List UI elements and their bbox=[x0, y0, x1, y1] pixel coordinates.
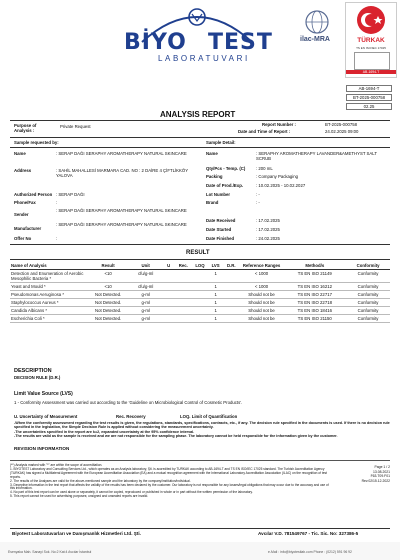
table-cell: TS EN ISO 22717 bbox=[283, 291, 346, 299]
footnotes bbox=[10, 460, 390, 529]
footnote: 4. No part of this test report can be used alone or separately, it cannot be copied, reproduced or published in whole or in part without the written permission of the laboratory. bbox=[10, 490, 253, 495]
table-cell bbox=[223, 270, 240, 283]
table-cell: Conformity bbox=[346, 283, 390, 291]
table-cell: Should not be bbox=[240, 299, 284, 307]
field-label: Manufacturer bbox=[14, 226, 42, 231]
notes-block bbox=[14, 421, 390, 439]
table-cell: Pseudomonas Aeruginosa * bbox=[10, 291, 87, 299]
brand-test: TEST bbox=[208, 30, 273, 55]
table-cell: <10 bbox=[87, 270, 129, 283]
lvs-line: 1 - Conformity Assessment was carried out according to the 'Guideline on Microbiological Control of Cosmetic Products'. bbox=[14, 400, 243, 405]
field-value: : 10.02.2025 - 10.02.2027 bbox=[256, 183, 306, 188]
table-cell: Not Detected. bbox=[87, 291, 129, 299]
field-value: : - bbox=[256, 192, 260, 197]
ref-box-accreditation: AB-1694-T bbox=[346, 85, 392, 92]
page-info-line: Rev.02/15.12.2022 bbox=[361, 478, 390, 483]
column-header: Name of Analysis bbox=[10, 262, 87, 270]
table-cell: TS EN ISO 21149 bbox=[283, 270, 346, 283]
table-cell: Should not be bbox=[240, 307, 284, 315]
column-header: LOQ bbox=[192, 262, 209, 270]
footnote: 5. This report cannot be used for advertising purposes; unsigned and unsealed reports are invalid. bbox=[10, 494, 149, 499]
column-header: Method/s bbox=[283, 262, 346, 270]
field-label: Qty/Pcs - Temp. (C) bbox=[206, 166, 246, 171]
column-header: Conformity bbox=[346, 262, 390, 270]
ref-box-report: BT-2025-000758 bbox=[346, 94, 392, 101]
turkak-name: TÜRKAK bbox=[357, 37, 385, 44]
ilac-mra-text: ilac-MRA bbox=[300, 36, 330, 43]
result-heading: RESULT bbox=[186, 250, 210, 256]
turkak-standard: TS EN ISO/IEC 17025 bbox=[356, 46, 386, 50]
field-label: Offer No bbox=[14, 236, 32, 241]
field-label: Lot Number bbox=[206, 192, 231, 197]
table-cell: Candida Albicans * bbox=[10, 307, 87, 315]
table-cell: Not Detected. bbox=[87, 299, 129, 307]
purpose-value: Private Request bbox=[60, 124, 91, 129]
field-value: : 200 mL bbox=[256, 166, 273, 171]
field-label: Phone/Fax bbox=[14, 200, 36, 205]
field-value: : 24.02.2025 bbox=[256, 236, 280, 241]
note: -The uncertainties specified in the report are k=2, expanded uncertainty at the 95% confidence interval. bbox=[14, 429, 195, 434]
field-value: : - bbox=[256, 200, 260, 205]
table-row bbox=[10, 299, 390, 307]
page-number: Page 1 / 2 bbox=[374, 465, 390, 469]
footnote-list bbox=[10, 464, 330, 499]
table-cell: Yeast and Mould * bbox=[10, 283, 87, 291]
table-cell: < 1000 bbox=[240, 283, 284, 291]
results-table bbox=[10, 262, 390, 323]
footnote: (**) Analysis marked with "*" are within the scope of accreditation. bbox=[10, 463, 103, 467]
table-cell: 1 bbox=[208, 307, 223, 315]
table-cell bbox=[223, 307, 240, 315]
table-row bbox=[10, 307, 390, 315]
table-cell: Conformity bbox=[346, 291, 390, 299]
page-info-line: F63.T09.F01 bbox=[370, 474, 390, 479]
field-value: : SERAPHY AROMATHERAPY LAVANDER&AMETHYST SALT SCRUB bbox=[256, 151, 377, 162]
table-cell bbox=[162, 270, 175, 283]
note: -The results are valid as the sample is received and we are not responsible for the sampling phase. The laboratory cannot be held responsible for the information given by the customer. bbox=[14, 434, 338, 439]
field-value: : SERAP DAĞI SERAPHY AROMATHERAPY NATURAL SKINCARE bbox=[56, 208, 187, 213]
table-cell: TS EN ISO 22718 bbox=[283, 299, 346, 307]
ref-box-month: 02.25 bbox=[346, 103, 392, 110]
report-date-label: Date and Time of Report : bbox=[238, 129, 291, 134]
loq-label: LOQ. Limit of Quantification bbox=[180, 414, 238, 419]
table-cell: g-ml bbox=[129, 315, 162, 323]
field-value: : SERAP DAĞI SERAPHY AROMATHERAPY NATURAL SKINCARE bbox=[56, 151, 187, 156]
column-header: Result bbox=[87, 262, 129, 270]
footnote: 2. The results of the Analyses are valid for the above-mentioned sample and the laboratory by the company/institution/individual. bbox=[10, 478, 191, 483]
recovery-label: Rec. Recovery bbox=[116, 414, 146, 419]
table-cell bbox=[175, 270, 192, 283]
field-label: Packing bbox=[206, 174, 223, 179]
column-header: Rec. bbox=[175, 262, 192, 270]
table-cell bbox=[162, 283, 175, 291]
table-cell: Not Detected. bbox=[87, 307, 129, 315]
table-cell bbox=[192, 270, 209, 283]
field-label: Date Finished bbox=[206, 236, 235, 241]
field-label: Authorized Person bbox=[14, 192, 53, 197]
table-row bbox=[10, 270, 390, 283]
table-cell: Staphylococcus Aureus * bbox=[10, 299, 87, 307]
table-cell: Should not be bbox=[240, 315, 284, 323]
table-cell: Conformity bbox=[346, 299, 390, 307]
lvs-title: Limit Value Source (LVS) bbox=[14, 391, 73, 397]
company-name: Biyotest Laboratuvarları ve Danışmanlık Hizmetleri Ltd. Şti. bbox=[12, 531, 141, 536]
column-header: Reference Ranges bbox=[240, 262, 284, 270]
table-cell bbox=[192, 283, 209, 291]
page-info bbox=[354, 465, 390, 483]
note: -When the conformity assessment regarding the test results is given, the regulations, standards, specifications, contracts, etc., if any. The decision rule specified in the documents is used. If there is no decision rule specified in the legislation, the Simple Decision Rule is applied without considering the measurement uncertainty. bbox=[14, 421, 390, 430]
table-cell: Not Detected. bbox=[87, 315, 129, 323]
brand-biyo: BİYO bbox=[124, 30, 187, 55]
table-cell: < 1000 bbox=[240, 270, 284, 283]
turkak-accreditation-badge bbox=[345, 2, 397, 78]
revision-information: REVISION INFORMATION bbox=[14, 446, 70, 451]
table-cell: 1 bbox=[208, 291, 223, 299]
turkak-code: AB-1694-T bbox=[346, 70, 396, 74]
field-label: Date Received bbox=[206, 218, 236, 223]
ilac-mra-logo bbox=[296, 8, 338, 50]
table-cell: Conformity bbox=[346, 270, 390, 283]
table-cell bbox=[223, 315, 240, 323]
footnote: 3. Deceptive information in the test report that affects the validity of the results has been declared by the customer. Our laboratory is not responsible for any losses/legal obligations that may occur due to the accuracy and use of this information. bbox=[10, 482, 329, 491]
sample-requested-by: Sample requested by: bbox=[14, 140, 59, 145]
table-cell: Escherichia Coli * bbox=[10, 315, 87, 323]
table-cell: cfu/g-ml bbox=[129, 270, 162, 283]
table-cell bbox=[175, 283, 192, 291]
bottom-contact-band bbox=[0, 542, 400, 560]
table-cell bbox=[192, 315, 209, 323]
table-cell: g-ml bbox=[129, 299, 162, 307]
table-cell: <10 bbox=[87, 283, 129, 291]
field-value: : 17.02.2025 bbox=[256, 227, 280, 232]
table-cell: 1 bbox=[208, 270, 223, 283]
report-number-label: Report Number : bbox=[262, 122, 296, 127]
table-cell: 1 bbox=[208, 315, 223, 323]
table-cell bbox=[192, 299, 209, 307]
table-row bbox=[10, 283, 390, 291]
report-date-value: 24.02.2025 09:00 bbox=[325, 129, 359, 134]
sample-detail-heading: Sample Detail: bbox=[206, 140, 236, 145]
ilac-mra-globe-icon bbox=[296, 8, 338, 50]
page-info-line: 13.08.2021 bbox=[373, 469, 390, 474]
field-value: : 17.02.2025 bbox=[256, 218, 280, 223]
field-value: : Company Packaging bbox=[256, 174, 299, 179]
column-header: Unit bbox=[129, 262, 162, 270]
table-cell: 1 bbox=[208, 283, 223, 291]
field-label: Date Started bbox=[206, 227, 232, 232]
table-cell bbox=[162, 307, 175, 315]
table-cell bbox=[175, 307, 192, 315]
table-cell bbox=[162, 291, 175, 299]
field-value: : bbox=[56, 236, 58, 241]
table-cell: TS EN ISO 21150 bbox=[283, 315, 346, 323]
field-value: : SERAP DAĞI SERAPHY AROMATHERAPY NATURAL SKINCARE bbox=[56, 222, 187, 227]
turkak-emblem-icon bbox=[346, 3, 396, 37]
table-cell: Should not be bbox=[240, 291, 284, 299]
table-row bbox=[10, 315, 390, 323]
column-header: LVS bbox=[208, 262, 223, 270]
table-cell bbox=[223, 291, 240, 299]
field-label: Name bbox=[206, 151, 218, 156]
table-cell bbox=[192, 307, 209, 315]
field-label: Name bbox=[14, 151, 26, 156]
table-cell: Detection and Enumeration of Aerobic Mesophilic Bacteria * bbox=[10, 270, 87, 283]
table-cell bbox=[162, 315, 175, 323]
table-cell bbox=[175, 315, 192, 323]
table-cell: TS EN ISO 16212 bbox=[283, 283, 346, 291]
table-cell: Conformity bbox=[346, 315, 390, 323]
brand-laboratuvari: LABORATUVARI bbox=[158, 54, 250, 63]
table-cell bbox=[223, 299, 240, 307]
table-cell bbox=[175, 291, 192, 299]
table-cell: g-ml bbox=[129, 291, 162, 299]
contact-line: e-Mail : info@biyotestlab.com Phone : (0212) 591 96 92 bbox=[268, 550, 352, 554]
table-row bbox=[10, 291, 390, 299]
table-cell: 1 bbox=[208, 299, 223, 307]
description-title: DESCRIPTION bbox=[14, 368, 52, 374]
table-cell: g-ml bbox=[129, 307, 162, 315]
decision-rule: DECISION RULE (D.R.) bbox=[14, 375, 61, 380]
table-cell bbox=[162, 299, 175, 307]
field-label: Date of Prod./Exp. bbox=[206, 183, 244, 188]
table-cell bbox=[175, 299, 192, 307]
table-cell bbox=[192, 291, 209, 299]
report-number-value: BT-2025-000758 bbox=[325, 122, 358, 127]
purpose-label: Purpose of Analysis : bbox=[14, 123, 37, 134]
table-cell bbox=[223, 283, 240, 291]
address-line: Esenyaka Mah. Sanayi Sok. No:2 Kat:4 Avcılar İstanbul bbox=[8, 550, 92, 554]
biyotest-logo bbox=[122, 2, 272, 62]
table-header-row bbox=[10, 262, 390, 270]
field-label: Address bbox=[14, 168, 32, 173]
field-value: : SAHİL MAHALLESİ MARMARA CAD. NO : 2 DAİRE 4 ÇİFTLİKKÖY YALOVA bbox=[56, 168, 189, 179]
uncertainty-label: U. Uncertainty of Measurement bbox=[14, 414, 78, 419]
table-cell: cfu/g-ml bbox=[129, 283, 162, 291]
field-label: Brand bbox=[206, 200, 219, 205]
footnote: 1. BIYOTEST Laboratory and Consulting Services Ltd., which operates as an Analysis laboratory, Şti. is accredited by TURKAK according to AB-1694-T and TS EN ISO/IEC 17025 standard. The Turkish Accreditation Agency (TURKAK) has signed a Multilateral Agreement with the European Accreditation Association (EA) and a mutual recognition agreement with the International Laboratory Accreditation Association (ILAC) on the recognition of test reports. bbox=[10, 466, 327, 479]
company-tax-info: Avcılar V.D. 781549767 - Tic. Sic. No: 327386-5 bbox=[258, 531, 359, 536]
field-label: Sender bbox=[14, 212, 29, 217]
field-value: : SERAP DAĞI bbox=[56, 192, 85, 197]
field-value: : bbox=[56, 200, 58, 205]
table-cell: Conformity bbox=[346, 307, 390, 315]
report-title: ANALYSIS REPORT bbox=[160, 110, 236, 119]
table-cell: TS EN ISO 18416 bbox=[283, 307, 346, 315]
column-header: U bbox=[162, 262, 175, 270]
column-header: D.R. bbox=[223, 262, 240, 270]
